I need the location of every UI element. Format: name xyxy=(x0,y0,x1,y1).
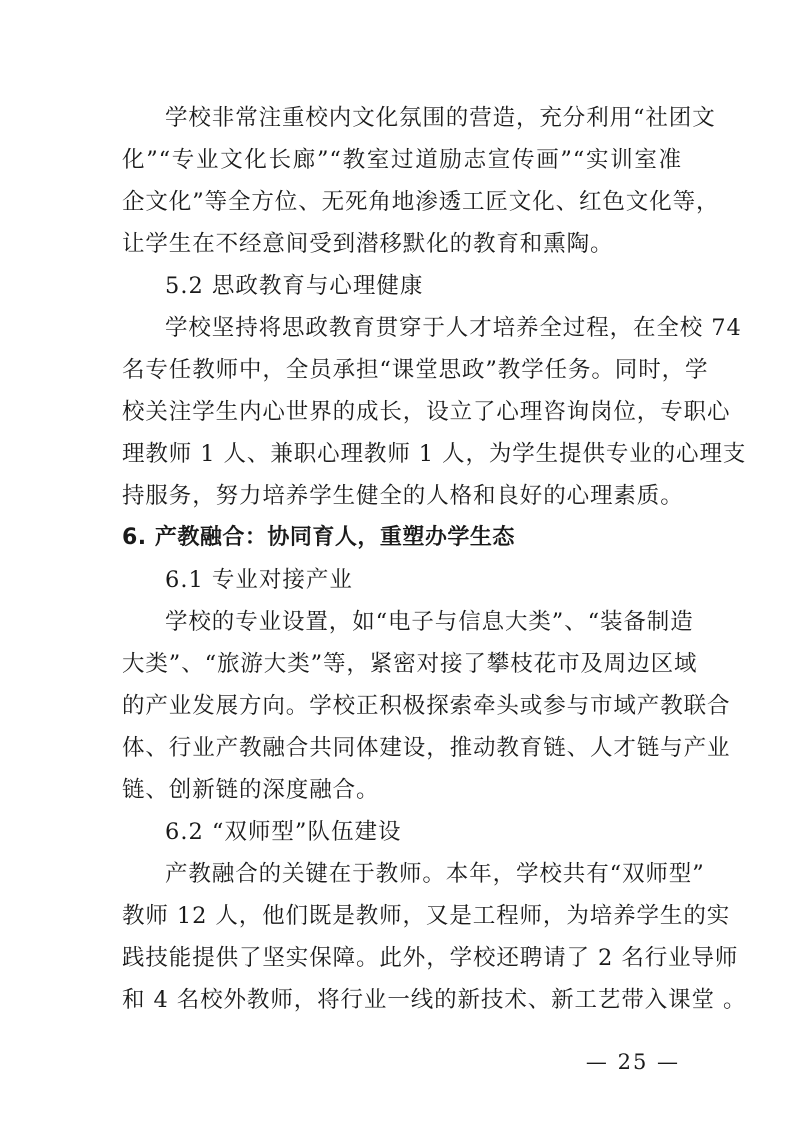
paragraph-line: 名专任教师中，全员承担“课堂思政”教学任务。同时，学 xyxy=(122,357,709,383)
paragraph-line: 校关注学生内心世界的成长，设立了心理咨询岗位，专职心 xyxy=(122,399,731,425)
paragraph-line: 体、行业产教融合共同体建设，推动教育链、人才链与产业 xyxy=(122,735,731,761)
chapter-heading-6: 6. 产教融合：协同育人，重塑办学生态 xyxy=(122,525,515,550)
paragraph-line: 学校坚持将思政教育贯穿于人才培养全过程，在全校 74 xyxy=(165,315,742,341)
paragraph-line: 践技能提供了坚实保障。此外，学校还聘请了 2 名行业导师 xyxy=(122,945,739,971)
section-heading-6-1: 6.1 专业对接产业 xyxy=(165,567,353,593)
paragraph-line: 化”“专业文化长廊”“教室过道励志宣传画”“实训室准 xyxy=(122,147,682,173)
page-number: — 25 — xyxy=(585,1050,680,1074)
paragraph-line: 产教融合的关键在于教师。本年，学校共有“双师型” xyxy=(165,861,705,887)
paragraph-line: 大类”、“旅游大类”等，紧密对接了攀枝花市及周边区域 xyxy=(122,651,698,677)
paragraph-line: 链、创新链的深度融合。 xyxy=(122,777,380,803)
paragraph-line: 学校的专业设置，如“电子与信息大类”、“装备制造 xyxy=(165,609,694,635)
paragraph-line: 理教师 1 人、兼职心理教师 1 人，为学生提供专业的心理支 xyxy=(122,441,747,467)
paragraph-line: 教师 12 人，他们既是教师，又是工程师，为培养学生的实 xyxy=(122,903,731,929)
page-footer xyxy=(0,1048,800,1076)
section-heading-6-2: 6.2 “双师型”队伍建设 xyxy=(165,819,402,845)
section-heading-5-2: 5.2 思政教育与心理健康 xyxy=(165,273,424,299)
paragraph-line: 企文化”等全方位、无死角地渗透工匠文化、红色文化等， xyxy=(122,189,720,215)
paragraph-line: 和 4 名校外教师，将行业一线的新技术、新工艺带入课堂 。 xyxy=(122,987,747,1013)
paragraph-line: 的产业发展方向。学校正积极探索牵头或参与市域产教联合 xyxy=(122,693,731,719)
paragraph-line: 学校非常注重校内文化氛围的营造，充分利用“社团文 xyxy=(165,105,716,131)
paragraph-line: 持服务，努力培养学生健全的人格和良好的心理素质。 xyxy=(122,483,684,509)
paragraph-line: 让学生在不经意间受到潜移默化的教育和熏陶。 xyxy=(122,231,614,257)
